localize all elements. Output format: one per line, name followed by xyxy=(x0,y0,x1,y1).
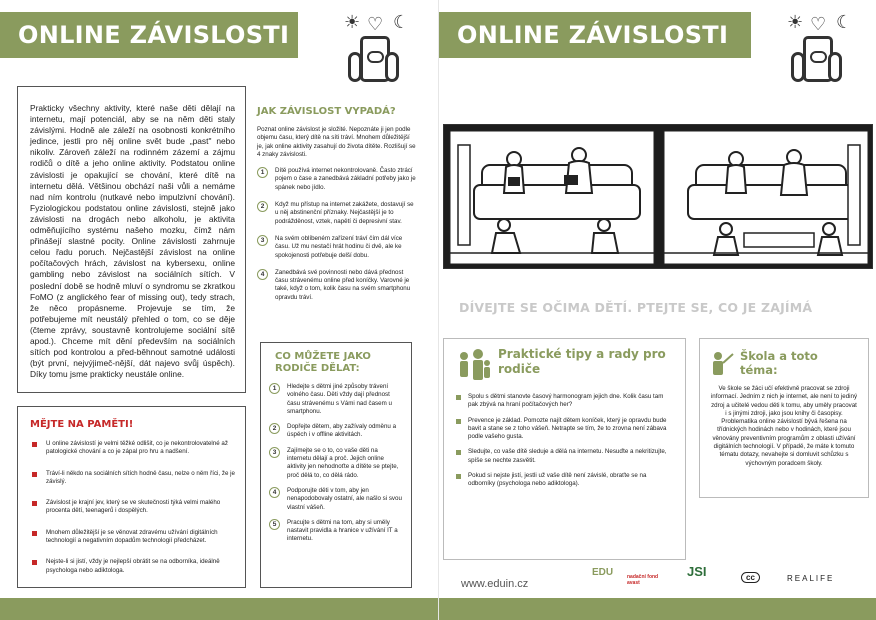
number-badge: 1 xyxy=(257,167,268,178)
school-box xyxy=(699,338,869,498)
parents-title: CO MŮŽETE JAKO RODIČE DĚLAT: xyxy=(275,351,371,374)
tips-list xyxy=(454,393,673,489)
realife-logo: REALIFE xyxy=(787,574,835,583)
number-badge: 1 xyxy=(269,383,280,394)
signs-section xyxy=(257,106,417,302)
remember-box xyxy=(17,406,246,588)
avast-logo: nadační fond avast xyxy=(627,574,659,586)
intro-text: Prakticky všechny aktivity, které naše děti dělají na internetu, mají potenciál, aby se na něm děti staly závislými. Hodně ale záleží na osobnosti konkrétního jedince, jestli pro něj online svět bude „past" nebo nikoliv. Zároveň záleží na rodinném zázemí a zájmu rodičů o dítě a jeho online aktivity. Podstatou online závislosti je opakující se chování, které dítě na internetu dělá. Většinou obchází naši vůli a nemáme nad ním kontrolu (nutkavé nebo impulzivní chování). Fyziologickou podstatou online závislosti, stejně jako závislosti na drogách nebo alkoholu, je aktivita odměňujícího systému našeho mozku, čímž nám přinášejí slastné pocity. Online závislosti zahrnuje celou řadu poruch. Nejčastější závislost na online počítačových hrách, závislost na kybersexu, online gambling nebo závislost na sociálních sítích. V poslední době se hodně mluví o syndromu se zkratkou FoMO (z anglického fear of missing out), tedy strach, že něco propásneme. Projevuje se tím, že potřebujeme mít neustálý přehled o tom, co se děje (čteme zprávy, soustavně kontrolujeme sociální sítě apod.). Chceme mít dění především na sociálních sítích pod kontrolou a před-běhnout samotné události (být první, nejvýjimeč-nější, dát najevo svůj úspěch). Díky tomu jsme prakticky neustále online. xyxy=(30,103,235,380)
tip-text: Zajímejte se o to, co vaše děti na internetu dělají a proč. Jejich online aktivity jen nehodnoťte a dítěte se ptejte, proč dělá to, co dělá rádo. xyxy=(287,446,399,479)
signs-title: JAK ZÁVISLOST VYPADÁ? xyxy=(257,106,396,117)
remember-title: MĚJTE NA PAMĚTI! xyxy=(30,419,134,430)
moon-icon: ☾ xyxy=(836,12,853,33)
jsi-logo: JSI xyxy=(687,564,707,579)
signs-intro: Poznat online závislost je složité. Nepoznáte ji jen podle objemu času, který dítě na síti tráví. Mnohem důležitější je, jak online aktivity zasahují do života dítěte. Rozlišují se 4 znaky závislosti. xyxy=(257,126,416,158)
list-item: Pokud si nejste jistí, jestli už vaše dítě není závislé, obraťte se na odborníky (psychologa nebo adiktologa). xyxy=(454,472,673,489)
number-badge: 3 xyxy=(269,447,280,458)
number-badge: 2 xyxy=(269,423,280,434)
tip-text: Podporujte děti v tom, aby jen nenapodobovaly ostatní, ale našlo si svou vlastní vášeň. xyxy=(287,486,402,511)
parent-tip xyxy=(269,423,403,440)
family-icon xyxy=(454,347,492,383)
list-item: U online závislostí je velmi těžké odlišit, co je nekontrolovatelné až patologické chování a co je zápal pro hru a nadšení. xyxy=(30,440,235,457)
tips-box xyxy=(443,338,686,560)
page-title: ONLINE ZÁVISLOSTI xyxy=(0,12,298,58)
list-item: Nejste-li si jistí, vždy je nejlepší obrátit se na odborníka, ideálně psychologa nebo adiktologa. xyxy=(30,558,235,575)
parent-tip xyxy=(269,383,403,416)
intro-box xyxy=(17,86,246,393)
teacher-icon xyxy=(710,350,734,376)
sun-icon: ☀ xyxy=(787,12,804,33)
sign-text: Na svém oblíbeném zařízení tráví čím dál více času. Už mu nestačí hrát hodinu či dvě, ale ke spokojenosti potřebuje delší dobu. xyxy=(275,234,403,259)
sun-icon: ☀ xyxy=(344,12,361,33)
tip-text: Dopřejte dětem, aby zažívaly odměnu a úspěch i v offline aktivitách. xyxy=(287,423,397,439)
footer-bar xyxy=(0,598,438,620)
sign-text: Když mu přístup na internet zakážete, dostavují se u něj abstinenční příznaky. Nejčastější je to podrážděnost, vztek, napětí či depresivní stav. xyxy=(275,201,414,225)
number-badge: 4 xyxy=(257,269,268,280)
edu-logo: EDU xyxy=(592,567,614,578)
number-badge: 5 xyxy=(269,519,280,530)
family-illustration xyxy=(443,124,873,269)
cc-license-icon: cc xyxy=(741,572,760,583)
chat-bubble-icon xyxy=(810,51,827,63)
list-item: Závislost je krajní jev, který se ve skutečnosti týká velmi malého procenta dětí, teenagerů i dospělých. xyxy=(30,499,235,516)
list-item: Sledujte, co vaše dítě sleduje a dělá na internetu. Nesuďte a nekritizujte, spíše se nechte zasvětit. xyxy=(454,448,673,465)
sign-item xyxy=(257,269,417,302)
moon-icon: ☾ xyxy=(393,12,410,33)
heart-icon: ♡ xyxy=(810,14,827,35)
right-hand-icon xyxy=(385,52,399,82)
school-text: Ve škole se žáci učí efektivně pracovat se zdroji informací. Jedním z nich je internet, ale není to jediný zdroj a učitelé vedou děti k tomu, aby uměly pracovat i s jinými zdroji, jako jsou knihy či časopisy. Problematika online závislostí bývá řešena na třídnických hodinách nebo v hodinách, které jsou věnovány preventivním programům z oblasti užívání digitálních technologií. V případě, že máte k tomuto tématu dotazy, nevahejte si domluvit schůzku s výchovným poradcem školy. xyxy=(710,385,858,467)
heart-icon: ♡ xyxy=(367,14,384,35)
parents-box xyxy=(260,342,412,588)
website-url: www.eduin.cz xyxy=(461,578,529,590)
sign-item xyxy=(257,167,417,192)
sign-text: Dítě používá internet nekontrolovaně. Často ztrácí pojem o čase a zanedbává základní potřeby jako je spánek nebo jídlo. xyxy=(275,167,416,191)
parent-tip xyxy=(269,487,403,512)
page-title: ONLINE ZÁVISLOSTI xyxy=(439,12,751,58)
number-badge: 3 xyxy=(257,235,268,246)
list-item: Prevence je základ. Pomozte najít dětem koníček, který je opravdu bude bavit a stane se z toho vášeň. Netrapte se tím, že to zrovna není zábava podle vašeho gusta. xyxy=(454,417,673,442)
tip-text: Pracujte s dětmi na tom, aby si uměly nastavit pravidla a hranice v užívání IT a internetu. xyxy=(287,518,398,543)
sign-item xyxy=(257,235,417,260)
right-hand-icon xyxy=(828,52,842,82)
number-badge: 2 xyxy=(257,201,268,212)
number-badge: 4 xyxy=(269,487,280,498)
sign-text: Zanedbává své povinnosti nebo dává přednost času strávenému online před koníčky. Varovné je také, když o tom, kolik času na svém smartphonu opravdu tráví. xyxy=(275,268,411,301)
tip-text: Hledejte s dětmi jiné způsoby trávení volného času. Děti vždy dají přednost času strávenému s Vámi nad časem u smartphonu. xyxy=(287,383,392,415)
family-illustration-drawing xyxy=(444,125,873,269)
list-item: Spolu s dětmi stanovte časový harmonogram jejich dne. Kolik času tam pak zbývá na hraní počítačových her? xyxy=(454,393,673,410)
footer-bar xyxy=(439,598,876,620)
tips-title: Praktické tipy a rady pro rodiče xyxy=(498,347,666,376)
school-title: Škola a toto téma: xyxy=(740,349,818,377)
chat-bubble-icon xyxy=(367,51,384,63)
tagline: DÍVEJTE SE OČIMA DĚTÍ. PTEJTE SE, CO JE ZAJÍMÁ xyxy=(459,300,813,315)
remember-list xyxy=(30,440,235,575)
parent-tip xyxy=(269,519,403,544)
right-page xyxy=(438,0,876,620)
sign-item xyxy=(257,201,417,226)
list-item: Mnohem důležitější je se věnovat zdravému užívání digitálních technologií a negativním dopadům technologií předcházet. xyxy=(30,529,235,546)
list-item: Tráví-li někdo na sociálních sítích hodně času, nelze o něm říci, že je závislý. xyxy=(30,470,235,487)
parent-tip xyxy=(269,447,403,480)
